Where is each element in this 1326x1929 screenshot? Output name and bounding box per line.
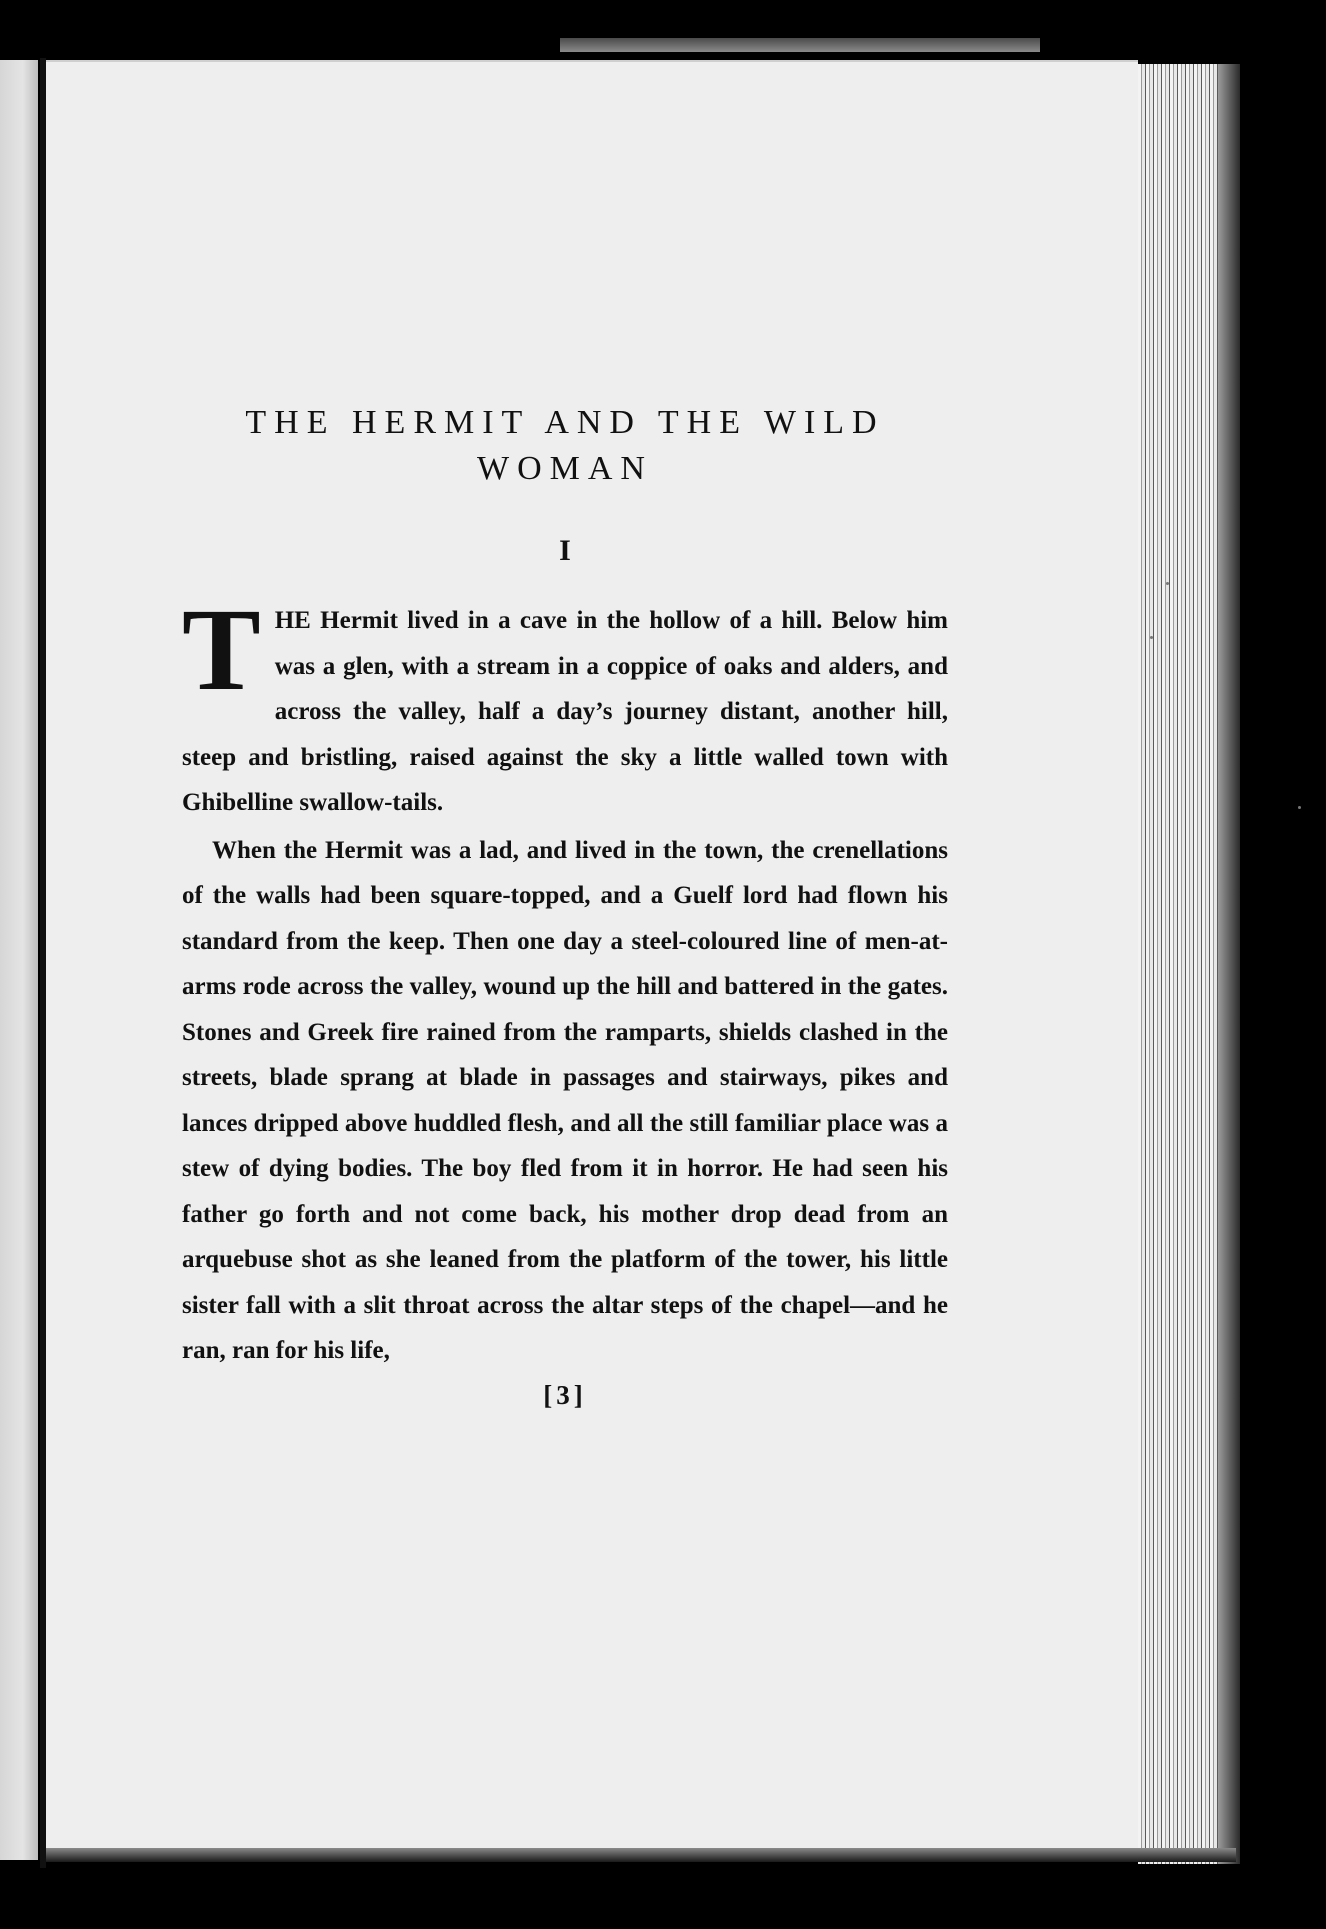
title-line-1: THE HERMIT AND THE WILD — [245, 404, 885, 441]
page-edges-shadow — [1218, 64, 1240, 1864]
paragraph-1 — [182, 584, 948, 826]
scan-speck — [1298, 806, 1301, 809]
page-text — [182, 400, 948, 1411]
previous-page-edge — [0, 60, 38, 1860]
scan-speck — [1166, 582, 1169, 585]
page-top-shadow — [560, 38, 1040, 52]
story-title — [182, 400, 948, 492]
paragraph-1-text: HE Hermit lived in a cave in the hollow of a hill. Below him was a glen, with a stream in a coppice of oaks and alders, and across the valley, half a day’s journey distant, another hill, steep and bristling, raised against the sky a little walled town with Ghibelline swallow-tails. — [182, 607, 948, 816]
page-number: [3] — [543, 1379, 587, 1410]
chapter-number: I — [559, 534, 571, 567]
page-bottom-shadow — [46, 1848, 1236, 1862]
scan-speck — [1150, 636, 1153, 639]
drop-cap: T — [182, 584, 261, 715]
paragraph-2: When the Hermit was a lad, and lived in the town, the crenellations of the walls had been square-topped, and a Guelf lord had flown his standard from the keep. Then one day a steel-coloured line of men-at-arms rode across the valley, wound up the hill and battered in the gates. Stones and Greek fire rained from the ramparts, shields clashed in the streets, blade sprang at blade in passages and stairways, pikes and lances dripped above huddled flesh, and all the still familiar place was a stew of dying bodies. The boy fled from it in horror. He had seen his father go forth and not come back, his mother drop dead from an arquebuse shot as she leaned from the platform of the tower, his little sister fall with a slit throat across the altar steps of the chapel—and he ran, ran for his life, — [182, 836, 948, 1364]
title-line-2: WOMAN — [477, 450, 653, 487]
